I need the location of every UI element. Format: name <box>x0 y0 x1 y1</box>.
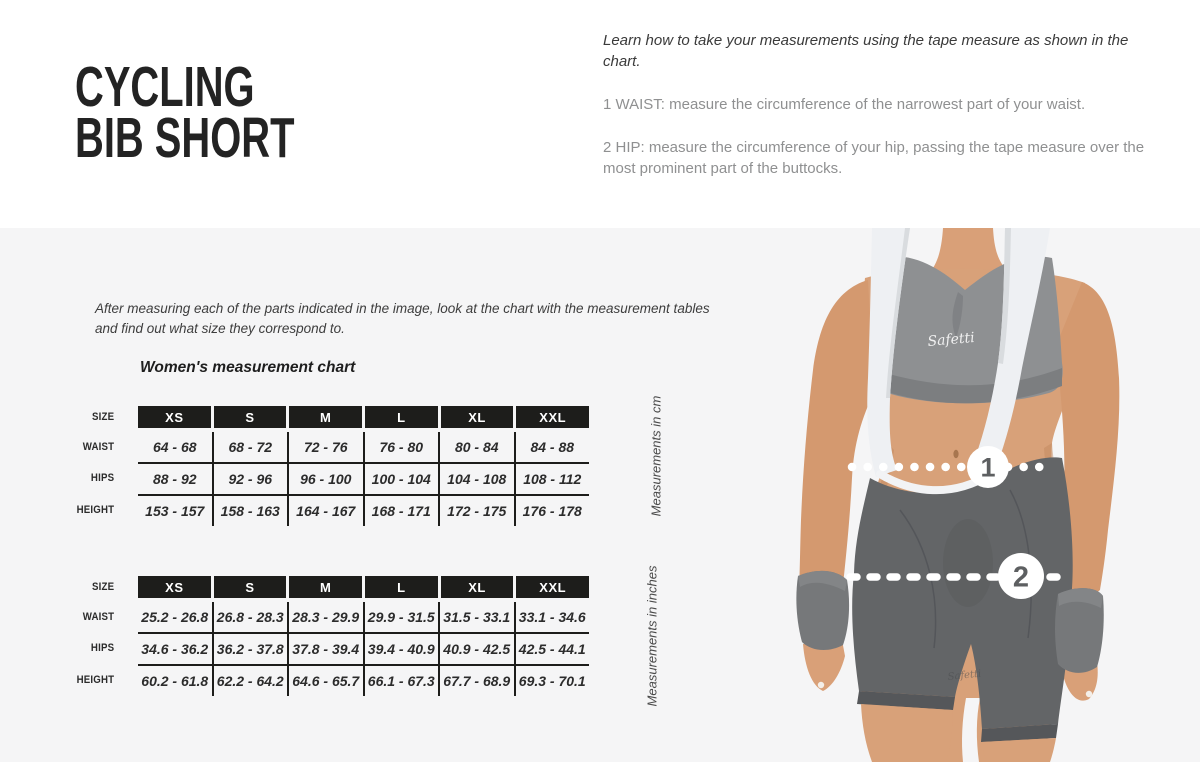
size-header-cell: XXL <box>516 576 589 598</box>
measurement-cell: 66.1 - 67.3 <box>363 666 439 696</box>
size-header-cell: L <box>365 576 438 598</box>
size-header-cell: S <box>214 576 287 598</box>
row-label-waist: WAIST <box>82 611 115 623</box>
row-label-height: HEIGHT <box>76 674 115 686</box>
measurement-cell: 25.2 - 26.8 <box>141 609 209 625</box>
brand-logo: Safetti <box>926 329 976 350</box>
size-table-cm <box>60 406 590 526</box>
measurement-cell: 72 - 76 <box>287 432 363 462</box>
measurement-cell: 36.2 - 37.8 <box>212 634 288 664</box>
page-title-line1: CYCLING <box>75 55 255 120</box>
hip-step-text: 2 HIP: measure the circumference of your hip, passing the tape measure over the most prominent part of the buttocks. <box>603 139 1145 177</box>
row-label-size: SIZE <box>92 581 115 593</box>
measurement-cell: 62.2 - 64.2 <box>212 666 288 696</box>
size-header-cell: XL <box>441 576 514 598</box>
measurement-cell: 64.6 - 65.7 <box>287 666 363 696</box>
size-header-cell: M <box>289 576 362 598</box>
measurement-cell: 164 - 167 <box>287 496 363 526</box>
size-header-cell: M <box>289 406 362 428</box>
model-photo <box>700 228 1200 762</box>
measurement-cell: 153 - 157 <box>145 503 205 519</box>
measurement-cell: 33.1 - 34.6 <box>514 602 590 632</box>
measurement-cell: 68 - 72 <box>212 432 288 462</box>
page-title-line2: BIB SHORT <box>75 106 295 171</box>
brand-logo: Safetti <box>947 668 982 683</box>
row-label-hips: HIPS <box>90 472 115 484</box>
hip-marker <box>998 553 1044 599</box>
row-label-size: SIZE <box>92 411 115 423</box>
waist-marker <box>967 446 1009 488</box>
size-header-cell: S <box>214 406 287 428</box>
measurement-cell: 42.5 - 44.1 <box>514 634 590 664</box>
measurement-cell: 76 - 80 <box>363 432 439 462</box>
size-header-cell: XS <box>138 576 211 598</box>
row-label-height: HEIGHT <box>76 504 115 516</box>
size-header-cell: XXL <box>516 406 589 428</box>
model-photo-illustration <box>700 228 1200 762</box>
measurement-cell: 104 - 108 <box>438 464 514 494</box>
size-chart-section <box>0 228 1200 762</box>
measurement-cell: 39.4 - 40.9 <box>363 634 439 664</box>
measurement-cell: 92 - 96 <box>212 464 288 494</box>
measurement-cell: 31.5 - 33.1 <box>438 602 514 632</box>
measurement-cell: 34.6 - 36.2 <box>141 641 209 657</box>
measurement-cell: 168 - 171 <box>363 496 439 526</box>
measurement-cell: 60.2 - 61.8 <box>141 673 209 689</box>
size-header-cell: XL <box>441 406 514 428</box>
row-label-waist: WAIST <box>82 441 115 453</box>
intro-text: Learn how to take your measurements using the tape measure as shown in the chart. <box>603 32 1129 70</box>
note-text: After measuring each of the parts indicated in the image, look at the chart with the measurement tables and find out what size they correspond to. <box>95 300 710 336</box>
size-header-cell: L <box>365 406 438 428</box>
size-table-inches <box>60 576 590 696</box>
row-label-hips: HIPS <box>90 642 115 654</box>
waist-marker-number: 1 <box>980 452 996 483</box>
measurement-cell: 96 - 100 <box>287 464 363 494</box>
measurement-cell: 37.8 - 39.4 <box>287 634 363 664</box>
hip-marker-number: 2 <box>1012 561 1030 594</box>
measurement-cell: 40.9 - 42.5 <box>438 634 514 664</box>
measurement-instructions <box>603 30 1159 201</box>
waist-step-text: 1 WAIST: measure the circumference of the narrowest part of your waist. <box>603 96 1086 113</box>
measurement-cell: 80 - 84 <box>438 432 514 462</box>
unit-label-inches: Measurements in inches <box>644 565 660 707</box>
chart-title: Women's measurement chart <box>140 359 356 376</box>
measurement-cell: 64 - 68 <box>152 439 197 455</box>
measurement-cell: 28.3 - 29.9 <box>287 602 363 632</box>
measurement-cell: 88 - 92 <box>152 471 197 487</box>
measurement-cell: 67.7 - 68.9 <box>438 666 514 696</box>
page-title <box>75 55 295 171</box>
measurement-cell: 158 - 163 <box>212 496 288 526</box>
measurement-cell: 26.8 - 28.3 <box>212 602 288 632</box>
unit-label-cm: Measurements in cm <box>648 395 664 517</box>
size-header-cell: XS <box>138 406 211 428</box>
measurement-cell: 108 - 112 <box>514 464 590 494</box>
measurement-cell: 100 - 104 <box>363 464 439 494</box>
measurement-cell: 84 - 88 <box>514 432 590 462</box>
measurement-cell: 176 - 178 <box>514 496 590 526</box>
measurement-cell: 69.3 - 70.1 <box>514 666 590 696</box>
measurement-cell: 29.9 - 31.5 <box>363 602 439 632</box>
measurement-cell: 172 - 175 <box>438 496 514 526</box>
